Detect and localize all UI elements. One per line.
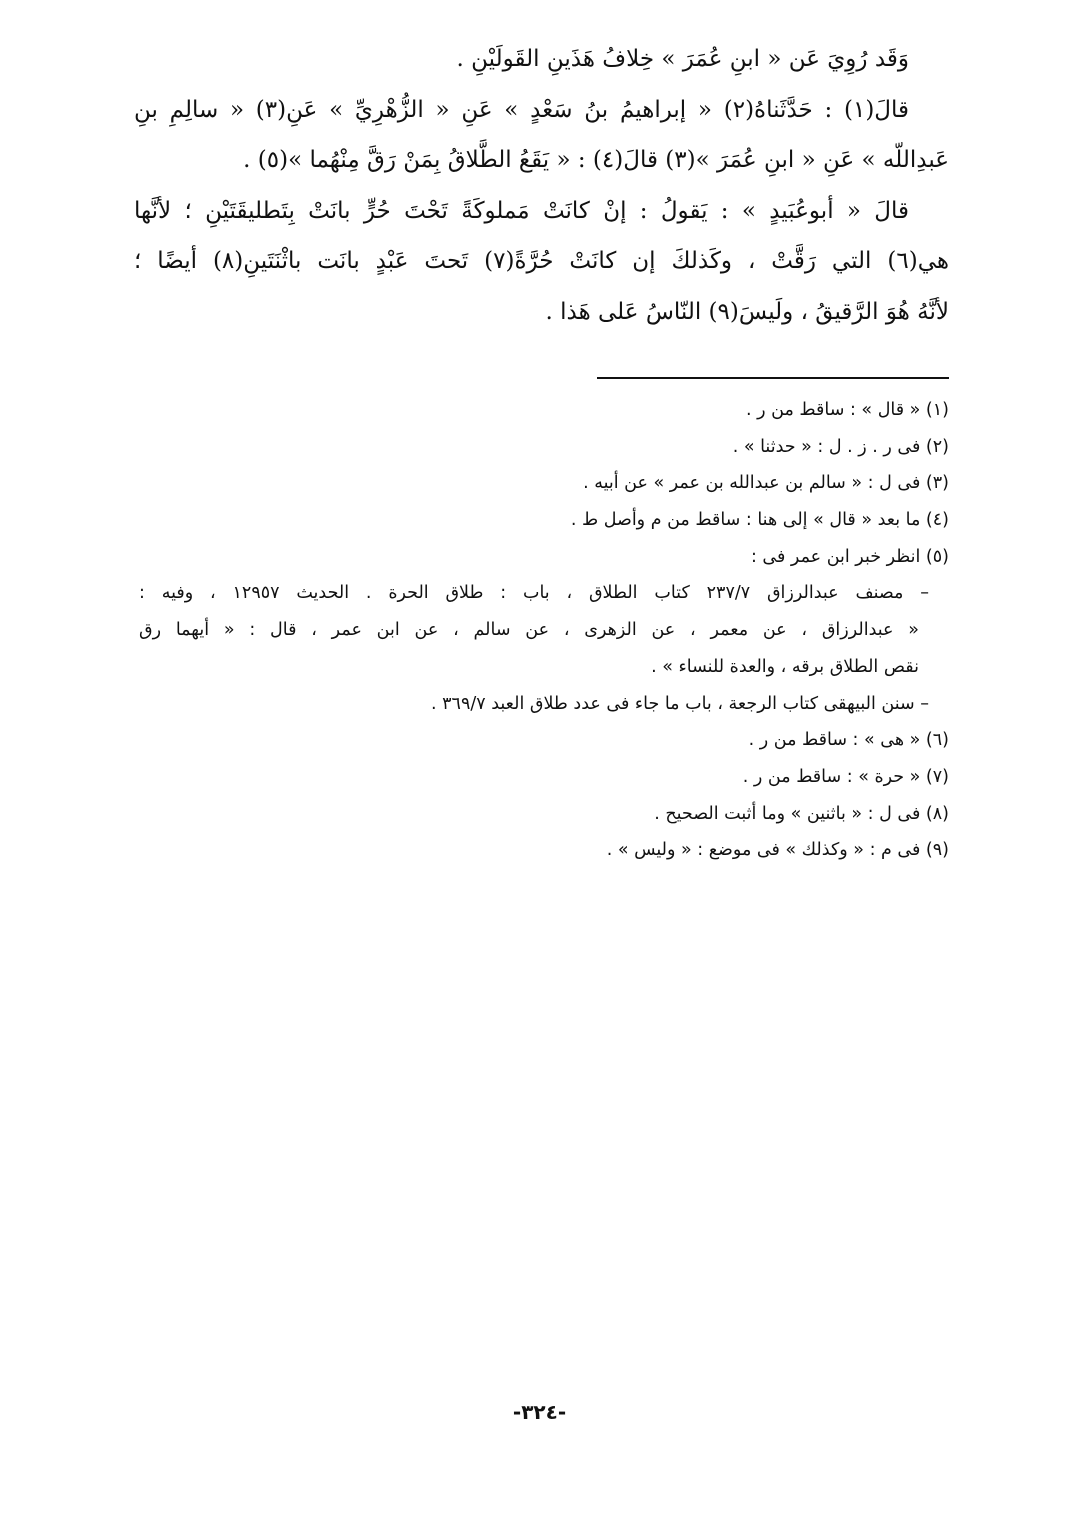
main-text-line: وَقَد رُوِيَ عَن « ابنِ عُمَرَ » خِلافُ هَذَينِ القَولَيْنِ . [456,46,909,72]
footnotes-block [139,392,949,869]
footnote-2: (٢) فى ر . ز . ل : « حدثنا » . [732,436,949,457]
footnote-5-quote: « عبدالرزاق ، عن معمر ، عن الزهرى ، عن سالم ، عن ابن عمر ، قال : « أيهما رق [139,620,919,641]
main-text-line: عَبدِاللّه » عَنِ « ابنِ عُمَرَ »(٣) قالَ(٤) : « يَقَعُ الطَّلاقُ بِمَنْ رَقَّ مِنْهُما »(٥) . [243,147,949,173]
footnote-1: (١) « قال » : ساقط من ر . [746,400,949,420]
page-number: -٣٢٤- [512,1400,567,1424]
footnote-4: (٤) ما بعد « قال » إلى هنا : ساقط من م وأصل ط . [570,510,949,531]
footnote-5: (٥) انظر خبر ابن عمر فى : [750,546,949,567]
main-text-line: هي(٦) التي رَقَّتْ ، وكَذلكَ إن كانَتْ حُرَّةً(٧) تَحتَ عَبْدٍ بانَت باثْنَتَينِ(٨) أيضًا ؛ [134,248,949,274]
footnote-3: (٣) فى ل : « سالم بن عبدالله بن عمر » عن أبيه . [583,473,949,494]
footnote-9: (٩) فى م : « وكذلك » فى موضع : « وليس » . [606,840,949,861]
footnote-5-source-1: – مصنف عبدالرزاق ٢٣٧/٧ كتاب الطلاق ، باب : طلاق الحرة . الحديث ١٢٩٥٧ ، وفيه : [139,583,929,604]
footnote-separator [597,377,949,379]
main-text-line: قالَ « أبوعُبَيدٍ » : يَقولُ : إنْ كانَتْ مَملوكَةً تَحْتَ حُرٍّ بانَتْ بِتَطليقَتَيْنِ ؛ لأنَّها [134,197,909,224]
main-text-line: لأنَّهُ هُوَ الرَّقيقُ ، ولَيسَ(٩) النّاسُ عَلى هَذا . [545,298,949,325]
main-text-block [134,34,949,337]
footnote-5-quote-continued: نقص الطلاق برقه ، والعدة للنساء » . [651,656,919,677]
main-text-line: قالَ(١) : حَدَّثَناهُ(٢) « إبراهيمُ بنُ سَعْدٍ » عَنِ « الزُّهْرِيِّ » عَنِ(٣) « سالِمِ بنِ [134,96,909,123]
footnote-5-source-2: – سنن البيهقى كتاب الرجعة ، باب ما جاء فى عدد طلاق العبد ٣٦٩/٧ . [431,693,929,714]
footnote-8: (٨) فى ل : « باثنين » وما أثبت الصحيح . [654,803,949,824]
footnote-6: (٦) « هى » : ساقط من ر . [748,730,949,751]
footnote-7: (٧) « حرة » : ساقط من ر . [742,766,949,787]
